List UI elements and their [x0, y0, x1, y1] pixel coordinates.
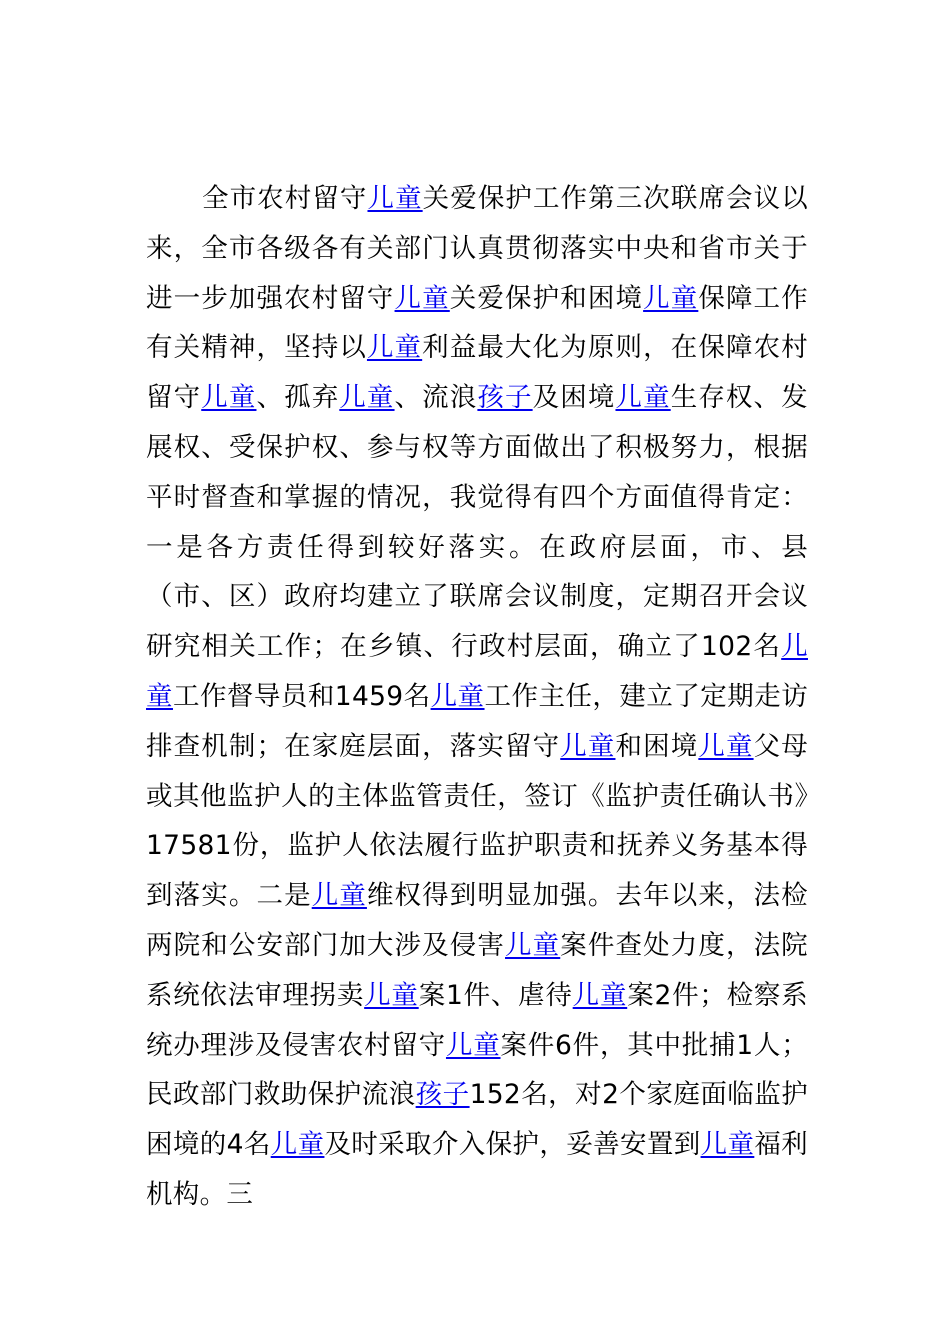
- keyword-link[interactable]: 儿童: [615, 382, 671, 414]
- keyword-link[interactable]: 儿童: [700, 1129, 755, 1161]
- keyword-link[interactable]: 儿童: [270, 1129, 325, 1161]
- text-run: 父母或其他监护人的主体监管责任，签订《监护责任确认书》17581份，监护人依法履行监护职责和抚养义务基本得到落实。二是: [146, 730, 808, 912]
- body-paragraph: [146, 174, 808, 1220]
- text-run: 、流浪: [394, 382, 478, 414]
- text-run: 案1件、虐待: [418, 979, 573, 1011]
- keyword-link[interactable]: 儿童: [367, 183, 423, 214]
- keyword-link[interactable]: 儿童: [146, 631, 808, 712]
- text-run: 福利机构。三: [146, 1129, 808, 1210]
- text-run: 全市农村留守: [202, 183, 368, 214]
- keyword-link[interactable]: 儿童: [201, 382, 257, 414]
- text-run: 生存权、发展权、受保护权、参与权等方面做出了积极努力，根据平时督查和掌握的情况，我觉得有四个方面值得肯定：一是各方责任得到较好落实。在政府层面，市、县（市、区）政府均建立了联席会议制度，定期召开会议研究相关工作；在乡镇、行政村层面，确立了102名: [146, 382, 808, 663]
- keyword-link[interactable]: 儿童: [572, 979, 628, 1011]
- text-run: 工作主任，建立了定期走访排查机制；在家庭层面，落实留守: [146, 680, 808, 762]
- keyword-link[interactable]: 儿童: [366, 332, 423, 364]
- text-run: 维权得到明显加强。去年以来，法检两院和公安部门加大涉及侵害: [146, 880, 808, 961]
- keyword-link[interactable]: 儿童: [394, 282, 450, 314]
- text-run: 关爱保护工作第三次联席会议以来，全市各级各有关部门认真贯彻落实中央和省市关于进一步加强农村留守: [146, 183, 808, 314]
- text-run: 及时采取介入保护，妥善安置到: [324, 1129, 701, 1161]
- keyword-link[interactable]: 孩子: [415, 1079, 470, 1111]
- text-run: 保障工作有关精神，坚持以: [146, 282, 808, 364]
- text-run: 和困境: [615, 730, 699, 762]
- text-run: 工作督导员和1459名: [172, 680, 431, 712]
- keyword-link[interactable]: 儿童: [339, 382, 395, 414]
- keyword-link[interactable]: 儿童: [698, 730, 754, 762]
- keyword-link[interactable]: 儿童: [311, 880, 367, 912]
- text-run: 利益最大化为原则，在保障农村留守: [146, 332, 808, 414]
- keyword-link[interactable]: 儿童: [505, 929, 561, 961]
- keyword-link[interactable]: 儿童: [445, 1029, 501, 1061]
- text-run: 案件查处力度，法院系统依法审理拐卖: [146, 929, 808, 1011]
- text-run: 、孤弃: [256, 382, 340, 414]
- keyword-link[interactable]: 孩子: [477, 382, 533, 414]
- text-run: 案件6件，其中批捕1人；民政部门救助保护流浪: [146, 1029, 808, 1111]
- text-run: 及困境: [532, 382, 616, 414]
- keyword-link[interactable]: 儿童: [430, 680, 485, 712]
- text-run: 关爱保护和困境: [449, 282, 644, 314]
- text-run: 案2件；检察系统办理涉及侵害农村留守: [146, 979, 808, 1061]
- text-run: 152名，对2个家庭面临监护困境的4名: [146, 1079, 809, 1161]
- keyword-link[interactable]: 儿童: [560, 730, 616, 762]
- keyword-link[interactable]: 儿童: [364, 979, 419, 1011]
- keyword-link[interactable]: 儿童: [643, 282, 699, 314]
